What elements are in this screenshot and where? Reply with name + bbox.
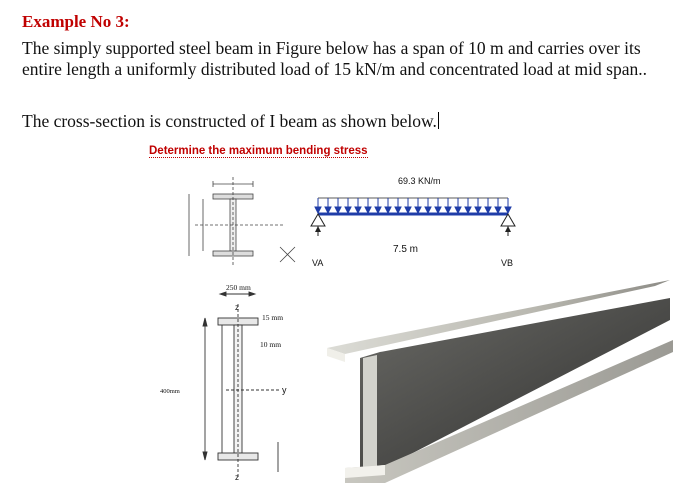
load-arrow-head bbox=[425, 207, 431, 213]
cross-section-sentence bbox=[22, 111, 439, 132]
beam-load-diagram bbox=[308, 176, 523, 266]
load-arrow-head bbox=[445, 207, 451, 213]
problem-statement: The simply supported steel beam in Figure below has a span of 10 m and carries over its entire length a uniformly distributed load of 15 kN/m and concentrated load at mid span.. bbox=[22, 38, 647, 79]
support-b bbox=[501, 214, 515, 226]
example-title: Example No 3: bbox=[22, 12, 130, 31]
load-arrow-head bbox=[395, 207, 401, 213]
web-thickness-label: 10 mm bbox=[260, 340, 282, 349]
load-arrow-head bbox=[385, 207, 391, 213]
support-a bbox=[311, 214, 325, 226]
load-arrow-head bbox=[405, 207, 411, 213]
cross-section-text: The cross-section is constructed of I beam as shown below. bbox=[22, 111, 437, 131]
load-label: 69.3 KN/m bbox=[398, 176, 441, 186]
load-arrow-head bbox=[465, 207, 471, 213]
z-axis-bottom: z bbox=[235, 473, 239, 482]
reaction-b-label: VB bbox=[501, 258, 514, 266]
load-arrow-head bbox=[435, 207, 441, 213]
flange-thickness-label: 15 mm bbox=[262, 313, 284, 322]
load-arrow-head bbox=[345, 207, 351, 213]
steel-i-beam-image bbox=[325, 280, 675, 485]
reaction-a-label: VA bbox=[312, 258, 324, 266]
load-arrow-head bbox=[455, 207, 461, 213]
load-arrow-head bbox=[325, 207, 331, 213]
load-arrow-head bbox=[365, 207, 371, 213]
depth-label: 400mm bbox=[160, 388, 180, 395]
z-axis-top: z bbox=[235, 303, 239, 312]
load-arrows bbox=[315, 198, 511, 213]
load-arrow-head bbox=[335, 207, 341, 213]
small-section-sketch bbox=[175, 172, 300, 272]
load-arrow-head bbox=[475, 207, 481, 213]
task-instruction: Determine the maximum bending stress bbox=[149, 145, 368, 157]
text-cursor bbox=[438, 112, 439, 129]
load-arrow-head bbox=[485, 207, 491, 213]
load-arrow-head bbox=[415, 207, 421, 213]
load-arrow-head bbox=[375, 207, 381, 213]
load-arrow-head bbox=[355, 207, 361, 213]
flange-width-label: 250 mm bbox=[226, 283, 251, 292]
load-arrow-head bbox=[505, 207, 511, 213]
span-label: 7.5 m bbox=[393, 244, 419, 255]
load-arrow-head bbox=[315, 207, 321, 213]
y-axis-label: y bbox=[282, 385, 287, 395]
i-section-detail bbox=[160, 282, 320, 482]
load-arrow-head bbox=[495, 207, 501, 213]
